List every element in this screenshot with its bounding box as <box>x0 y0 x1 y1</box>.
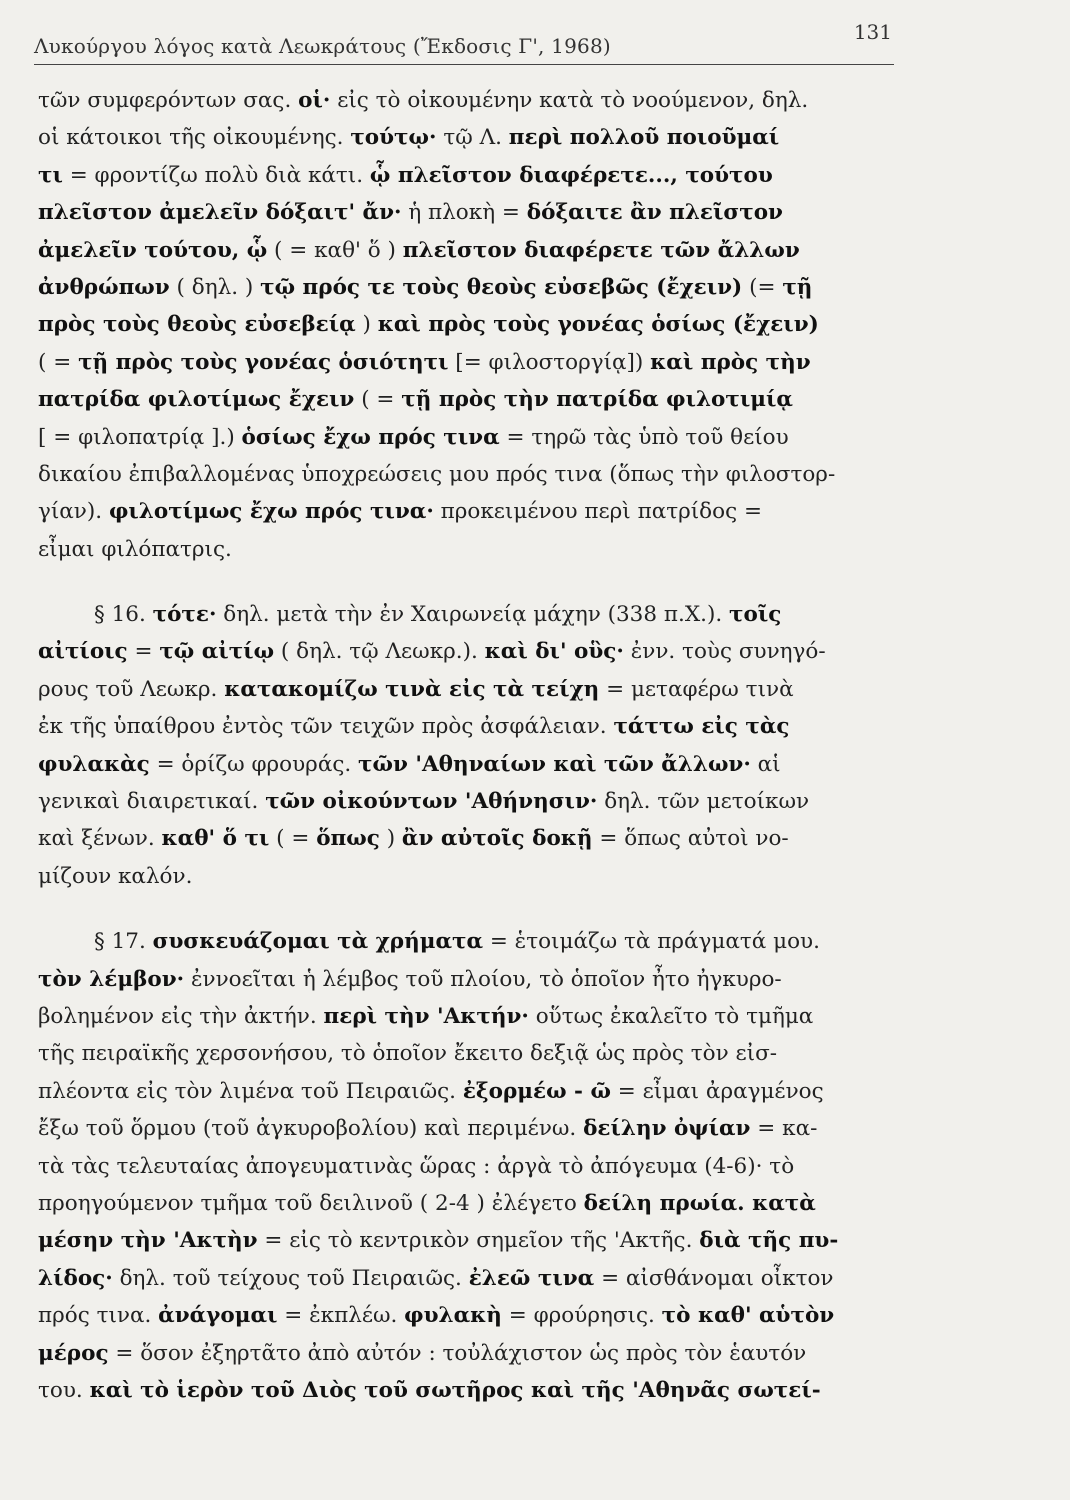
text-line <box>38 419 906 456</box>
gloss-text: (= <box>742 274 783 300</box>
text-line <box>38 783 906 820</box>
lemma-bold: τῶν οἰκούντων 'Αθήνησιν· <box>265 789 598 815</box>
lemma-bold: λίδος· <box>38 1265 113 1291</box>
gloss-text: μίζουν καλόν. <box>38 863 193 889</box>
gloss-text: ( δηλ. ) <box>169 274 261 300</box>
lemma-bold: τῷ πρός τε τοὺς θεοὺς εὐσεβῶς (ἔχειν) <box>260 274 743 300</box>
paragraph-p2 <box>38 596 906 895</box>
gloss-text: οἱ κάτοικοι τῆς οἰκουμένης. <box>38 125 351 151</box>
gloss-text: προκειμένου περὶ πατρίδος = <box>433 499 762 525</box>
lemma-bold: φυλακὴ <box>404 1303 502 1329</box>
text-line <box>38 1297 906 1334</box>
lemma-bold: διὰ τῆς πυ- <box>699 1228 839 1254</box>
gloss-text: ( = <box>269 826 317 852</box>
text-line <box>38 1035 906 1072</box>
gloss-text: = εἰς τὸ κεντρικὸν σημεῖον τῆς 'Ακτῆς. <box>257 1228 700 1254</box>
gloss-text: = εἶμαι ἀραγμένος <box>610 1078 824 1104</box>
commentary-body <box>38 82 906 1437</box>
lemma-bold: τῷ αἰτίῳ <box>159 639 275 665</box>
text-line <box>38 493 906 530</box>
text-line <box>38 157 906 194</box>
gloss-text: δηλ. τοῦ τείχους τοῦ Πειραιῶς. <box>112 1265 469 1291</box>
gloss-text: πλέοντα εἰς τὸν λιμένα τοῦ Πειραιῶς. <box>38 1078 463 1104</box>
lemma-bold: ὅπως <box>316 826 380 852</box>
lemma-bold: τι <box>38 162 63 188</box>
paragraph-p3 <box>38 923 906 1409</box>
gloss-text: = ὅπως αὐτοὶ νο- <box>592 826 789 852</box>
lemma-bold: ᾧ πλεῖστον διαφέρετε..., τούτου <box>369 162 773 188</box>
gloss-text: = φροντίζω πολὺ διὰ κάτι. <box>62 162 370 188</box>
lemma-bold: φιλοτίμως ἔχω πρός τινα· <box>108 499 434 525</box>
gloss-text: ( = καθ' ὅ ) <box>267 237 403 263</box>
lemma-bold: οἱ· <box>298 88 331 113</box>
gloss-text: ) <box>355 312 378 338</box>
gloss-text: § 17. <box>94 929 153 955</box>
gloss-text: τὰ τὰς τελευταίας ἀπογευματινὰς ὥρας : ἀργὰ τὸ ἀπόγευμα (4-6)· τὸ <box>38 1153 795 1179</box>
lemma-bold: πρὸς τοὺς θεοὺς εὐσεβείᾳ <box>38 312 356 338</box>
text-line <box>38 998 906 1035</box>
text-line <box>38 708 906 745</box>
gloss-text: τῆς πειραϊκῆς χερσονήσου, τὸ ὁποῖον ἔκειτο δεξιᾷ ὡς πρὸς τὸν εἰσ- <box>38 1041 778 1067</box>
gloss-text: γίαν). <box>38 499 109 525</box>
lemma-bold: ὁσίως ἔχω πρός τινα <box>241 424 500 450</box>
gloss-text: οὕτως ἐκαλεῖτο τὸ τμῆμα <box>528 1003 814 1029</box>
gloss-text: = ὅσον ἐξηρτᾶτο ἀπὸ αὐτόν : τοὐλάχιστον ὡς πρὸς τὸν ἑαυτόν <box>108 1340 807 1366</box>
lemma-bold: πατρίδα φιλοτίμως ἔχειν <box>38 387 355 413</box>
lemma-bold: μέσην τὴν 'Ακτὴν <box>38 1228 258 1254</box>
page-number: 131 <box>853 20 892 44</box>
gloss-text: τῶν συμφερόντων σας. <box>38 88 299 113</box>
gloss-text: § 16. <box>94 602 153 628</box>
text-line <box>38 1185 906 1222</box>
gloss-text: ἐννοεῖται ἡ λέμβος τοῦ πλοίου, τὸ ὁποῖον ἦτο ἠγκυρο- <box>184 966 782 992</box>
lemma-bold: καὶ δι' οὓς· <box>484 639 624 665</box>
lemma-bold: ἀνάγομαι <box>158 1303 278 1329</box>
gloss-text: = ἑτοιμάζω τὰ πράγματά μου. <box>483 929 820 955</box>
text-line <box>38 1222 906 1259</box>
gloss-text: εἶμαι φιλόπατρις. <box>38 536 232 562</box>
gloss-text: δηλ. τῶν μετοίκων <box>597 789 810 815</box>
gloss-text: [= φιλοστοργίᾳ]) <box>448 349 651 375</box>
gloss-text: βολημένον εἰς τὴν ἀκτήν. <box>38 1003 324 1029</box>
text-line <box>38 820 906 857</box>
lemma-bold: τοῖς <box>729 602 782 628</box>
gloss-text: = φρούρησις. <box>501 1303 662 1329</box>
gloss-text: = μεταφέρω τινὰ <box>599 676 794 702</box>
text-line <box>38 269 906 306</box>
gloss-text: πρός τινα. <box>38 1303 159 1329</box>
gloss-text: καὶ ξένων. <box>38 826 162 852</box>
text-line <box>38 1335 906 1372</box>
gloss-text: ρους τοῦ Λεωκρ. <box>38 676 225 702</box>
text-line <box>38 1148 906 1185</box>
gloss-text: του. <box>38 1377 90 1403</box>
lemma-bold: ἀμελεῖν τούτου, ᾧ <box>38 237 268 263</box>
gloss-text: τῷ Λ. <box>436 125 509 151</box>
gloss-text: ἐκ τῆς ὑπαίθρου ἐντὸς τῶν τειχῶν πρὸς ἀσφάλειαν. <box>38 714 614 740</box>
text-line <box>38 119 906 156</box>
lemma-bold: καθ' ὅ τι <box>161 826 270 852</box>
text-line <box>38 1073 906 1110</box>
lemma-bold: ἂν αὐτοῖς δοκῇ <box>401 826 593 852</box>
text-line <box>38 1372 906 1409</box>
text-line <box>38 633 906 670</box>
gloss-text: δικαίου ἐπιβαλλομένας ὑποχρεώσεις μου πρός τινα (ὅπως τὴν φιλοστορ- <box>38 461 836 487</box>
gloss-text: ἐνν. τοὺς συνηγό- <box>623 639 826 665</box>
lemma-bold: τῇ πρὸς τὴν πατρίδα φιλοτιμίᾳ <box>401 387 793 413</box>
lemma-bold: περὶ τὴν 'Ακτήν· <box>323 1003 529 1029</box>
text-line <box>38 306 906 343</box>
text-line <box>38 531 906 568</box>
lemma-bold: ἀνθρώπων <box>38 274 170 300</box>
gloss-text: = κα- <box>750 1116 818 1142</box>
text-line <box>38 232 906 269</box>
running-title: Λυκούργου λόγος κατὰ Λεωκράτους (Ἔκδοσις Γ', 1968) <box>34 34 611 58</box>
lemma-bold: πλεῖστον διαφέρετε τῶν ἄλλων <box>402 237 800 263</box>
lemma-bold: δείλην ὀψίαν <box>583 1116 751 1142</box>
lemma-bold: περὶ πολλοῦ ποιοῦμαί <box>508 125 780 151</box>
text-line <box>38 344 906 381</box>
lemma-bold: τῶν 'Αθηναίων καὶ τῶν ἄλλων· <box>358 751 751 777</box>
lemma-bold: τῇ πρὸς τοὺς γονέας ὁσιότητι <box>78 349 449 375</box>
lemma-bold: δόξαιτε ἂν πλεῖστον <box>526 200 783 226</box>
lemma-bold: καὶ πρὸς τὴν <box>650 349 811 375</box>
text-line <box>38 746 906 783</box>
gloss-text: = αἰσθάνομαι οἶκτον <box>594 1265 834 1291</box>
text-line <box>38 961 906 998</box>
lemma-bold: αἰτίοις <box>38 639 128 665</box>
text-line <box>38 596 906 633</box>
lemma-bold: καὶ πρὸς τοὺς γονέας ὁσίως (ἔχειν) <box>377 312 819 338</box>
lemma-bold: κατακομίζω τινὰ εἰς τὰ τείχη <box>224 676 600 702</box>
gloss-text: ( δηλ. τῷ Λεωκρ.). <box>274 639 485 665</box>
lemma-bold: τάττω εἰς τὰς <box>613 714 790 740</box>
lemma-bold: τὸν λέμβον· <box>38 966 185 992</box>
lemma-bold: πλεῖστον ἀμελεῖν δόξαιτ' ἄν· <box>38 200 402 226</box>
gloss-text: δηλ. μετὰ τὴν ἐν Χαιρωνείᾳ μάχην (338 π.Χ.). <box>216 602 730 628</box>
gloss-text: γενικαὶ διαιρετικαί. <box>38 789 266 815</box>
gloss-text: αἱ <box>750 751 781 777</box>
paragraph-p1 <box>38 82 906 568</box>
lemma-bold: καὶ τὸ ἱερὸν τοῦ Διὸς τοῦ σωτῆρος καὶ τῆς 'Αθηνᾶς σωτεί- <box>89 1377 821 1403</box>
lemma-bold: τὸ καθ' αὑτὸν <box>661 1303 835 1329</box>
lemma-bold: ἐξορμέω - ῶ <box>462 1078 611 1104</box>
lemma-bold: μέρος <box>38 1340 109 1366</box>
gloss-text: = τηρῶ τὰς ὑπὸ τοῦ θείου <box>499 424 789 450</box>
text-line <box>38 381 906 418</box>
gloss-text: ἡ πλοκὴ = <box>401 200 527 226</box>
gloss-text: προηγούμενον τμῆμα τοῦ δειλινοῦ ( 2-4 ) ἐλέγετο <box>38 1190 584 1216</box>
lemma-bold: τότε· <box>152 602 217 628</box>
text-line <box>38 923 906 960</box>
page-header <box>34 18 894 65</box>
lemma-bold: συσκευάζομαι τὰ χρήματα <box>152 929 483 955</box>
text-line <box>38 1110 906 1147</box>
lemma-bold: φυλακὰς <box>38 751 150 777</box>
gloss-text: ( = <box>354 387 402 413</box>
gloss-text: = <box>127 639 160 665</box>
lemma-bold: δείλη πρωία. κατὰ <box>583 1190 816 1216</box>
lemma-bold: ἐλεῶ τινα <box>468 1265 595 1291</box>
gloss-text: ( = <box>38 349 79 375</box>
gloss-text: ἔξω τοῦ ὅρμου (τοῦ ἀγκυροβολίου) καὶ περιμένω. <box>38 1116 584 1142</box>
text-line <box>38 671 906 708</box>
gloss-text: = ὁρίζω φρουράς. <box>149 751 359 777</box>
gloss-text: εἰς τὸ οἰκουμένην κατὰ τὸ νοούμενον, δηλ. <box>330 88 809 113</box>
text-line <box>38 82 906 119</box>
text-line <box>38 194 906 231</box>
gloss-text: = ἐκπλέω. <box>277 1303 405 1329</box>
gloss-text: [ = φιλοπατρίᾳ ].) <box>38 424 242 450</box>
lemma-bold: τῇ <box>782 274 813 300</box>
text-line <box>38 456 906 493</box>
text-line <box>38 1260 906 1297</box>
gloss-text: ) <box>379 826 402 852</box>
lemma-bold: τούτῳ· <box>350 125 437 151</box>
text-line <box>38 858 906 895</box>
